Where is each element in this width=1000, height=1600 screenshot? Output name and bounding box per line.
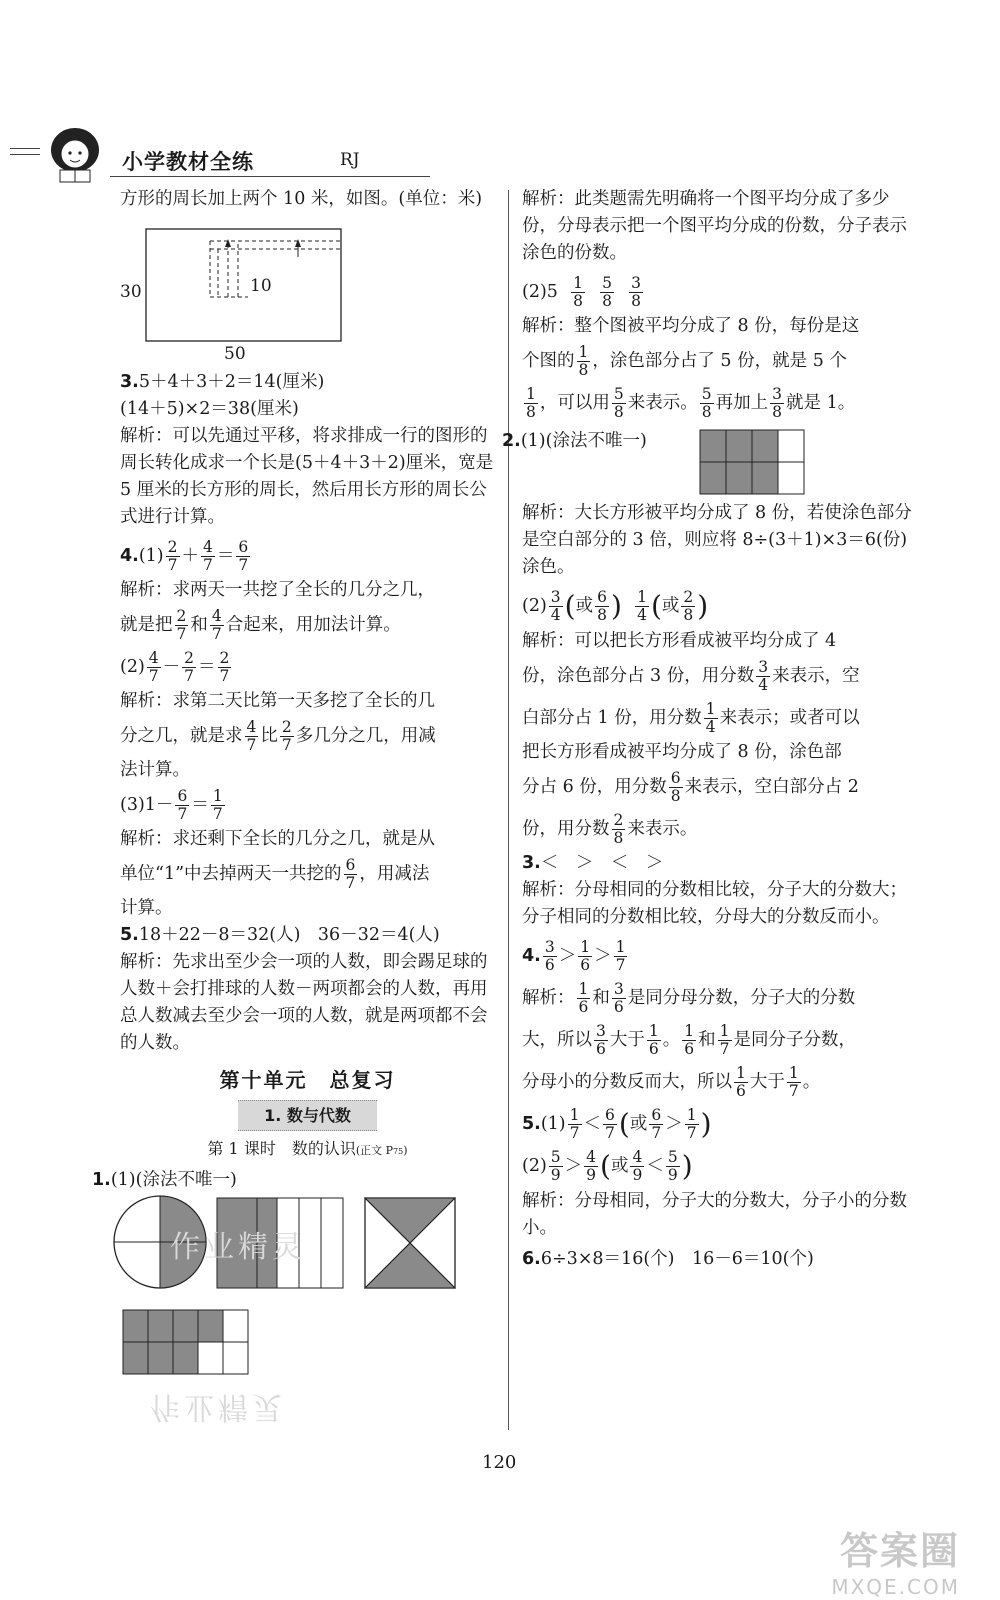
- q3-line2: (14＋5)×2＝38(厘米): [120, 399, 299, 419]
- q2-analysis2-l1: 解析：可以把长方形看成被平均分成了 4: [522, 630, 837, 651]
- header-rule-left: [10, 148, 40, 149]
- q4-analysis-l1: 解析： $\frac{1}{6}$ 和 $\frac{3}{6}$ 是同分母分数，分子大的分数: [522, 979, 856, 1016]
- page-number: 120: [482, 1452, 517, 1473]
- q5-analysis: 解析：先求出至少会一项的人数，即会踢足球的人数＋会打排球的人数－两项都会的人数，再用总人数减去至少会一项的人数，就是两项都不会的人数。: [120, 952, 488, 1053]
- q4-analysis-l3: 分母小的分数反而大，所以 $\frac{1}{6}$ 大于 $\frac{1}{7}$ 。: [522, 1063, 821, 1100]
- q4-analysis-l2: 大，所以 $\frac{3}{6}$ 大于 $\frac{1}{6}$ 。 $\frac{1}{6}$ 和 $\frac{1}{7}$ 是同分子分数，: [522, 1021, 856, 1058]
- q2-analysis2-l3: 白部分占 1 份，用分数 $\frac{1}{4}$ 来表示；或者可以: [522, 699, 860, 736]
- q2-analysis1: 解析：大长方形被平均分成了 8 份，若使涂色部分是空白部分的 3 倍，则应将 8÷(3＋1)×3＝6(份)涂色。: [522, 503, 912, 577]
- r-part2-analysis-l3: $\frac{1}{8}$ ，可以用 $\frac{5}{8}$ 来表示。 $\frac{5}{8}$ 再加上 $\frac{3}{8}$ 就是 1。: [526, 385, 856, 421]
- watermark: [831, 1520, 960, 1599]
- r-analysis-top: 解析：此类题需先明确将一个图平均分成了多少份，分母表示把一个图平均分成的份数，分子表示涂色的份数。: [522, 189, 907, 263]
- header-rule: [110, 176, 430, 177]
- q1-part1: 1.(1)(涂法不唯一): [92, 1170, 237, 1190]
- q2-analysis2-l4: 把长方形看成被平均分成了 8 份，涂色部: [522, 741, 842, 762]
- girl-reading-icon: [40, 120, 110, 190]
- q4-analysis2-l1: 解析：求第二天比第一天多挖了全长的几: [120, 691, 435, 711]
- q4-part2: (2) $\frac{4}{7}$ － $\frac{2}{7}$ ＝ $\frac{2}{7}$: [120, 649, 230, 685]
- label-50: 50: [224, 344, 246, 364]
- right-column: [502, 186, 922, 1273]
- perimeter-figure: [120, 217, 495, 367]
- faint-mark-bottom: 作业精灵: [150, 1389, 286, 1424]
- q4-analysis1-l1: 解析：求两天一共挖了全长的几分之几，: [120, 580, 435, 600]
- r-part2-analysis-l1: 解析：整个图被平均分成了 8 份，每份是这: [522, 316, 860, 336]
- r-part2: (2)5 $\frac{1}{8}$ $\frac{5}{8}$ $\frac{3}{8}$: [522, 274, 641, 310]
- watermark-title: 答案圈: [839, 1529, 960, 1573]
- q4-part3: (3)1－ $\frac{6}{7}$ ＝ $\frac{1}{7}$: [120, 787, 223, 823]
- watermark-url: MXQE.COM: [831, 1575, 960, 1599]
- q3-analysis: 解析：可以先通过平移，将求排成一行的图形的周长转化成求一个长是(5＋4＋3＋2)厘米，宽是 5 厘米的长方形的周长，然后用长方形的周长公式进行计算。: [120, 426, 494, 527]
- intro-text: 方形的周长加上两个 10 米，如图。(单位：米): [120, 189, 483, 209]
- q5-part1: 5.(1) $\frac{1}{7}$ ＜ $\frac{6}{7}$ (或 $\frac{6}{7}$ ＞ $\frac{1}{7}$ ): [522, 1105, 712, 1142]
- q5-part2: (2) $\frac{5}{9}$ ＞ $\frac{4}{9}$ (或 $\frac{4}{9}$ ＜ $\frac{5}{9}$ ): [522, 1148, 693, 1184]
- q4-analysis3-l1: 解析：求还剩下全长的几分之几，就是从: [120, 829, 435, 849]
- q5-line: 5.18＋22－8＝32(人) 36－32＝4(人): [120, 925, 440, 945]
- q2-part1: 2.(1)(涂法不唯一): [522, 428, 922, 500]
- q4-analysis3-l2: 单位“1”中去掉两天一共挖的 $\frac{6}{7}$ ，用减法: [120, 856, 430, 892]
- section-title: 1. 数与代数: [120, 1100, 495, 1131]
- q5-analysis-r: 解析：分母相同，分子大的分数大，分子小的分数小。: [522, 1190, 907, 1238]
- q6-answer: 6.6÷3×8＝16(个) 16－6＝10(个): [522, 1248, 814, 1269]
- q3-line1: 3.5＋4＋3＋2＝14(厘米): [120, 372, 325, 392]
- q2-analysis2-l5: 分占 6 份，用分数 $\frac{6}{8}$ 来表示，空白部分占 2: [522, 768, 859, 805]
- q4-analysis2-l3: 法计算。: [120, 760, 190, 780]
- r-part2-analysis-l2: 个图的 $\frac{1}{8}$ ，涂色部分占了 5 份，就是 5 个: [522, 343, 847, 379]
- q2-part2: (2) $\frac{3}{4}$ (或 $\frac{6}{8}$ ) $\frac{1}{4}$ (或 $\frac{2}{8}$ ): [522, 588, 709, 624]
- column-divider: [508, 190, 509, 1430]
- faint-mark-top: 作业精灵: [170, 1230, 306, 1265]
- label-10: 10: [250, 276, 272, 296]
- q4-part1: 4.(1) $\frac{2}{7}$ ＋ $\frac{4}{7}$ ＝ $\frac{6}{7}$: [120, 538, 249, 574]
- unit-title: 第十单元 总复习: [219, 1068, 396, 1092]
- q3-answer: 3.＜ ＞ ＜ ＞: [522, 852, 664, 873]
- header-rule-left-2: [10, 154, 40, 155]
- q4-analysis1-l2: 就是把 $\frac{2}{7}$ 和 $\frac{4}{7}$ 合起来，用加法计算。: [120, 607, 401, 643]
- q3-analysis-r: 解析：分母相同的分数相比较，分子大的分数大；分子相同的分数相比较，分母大的分数反而小。: [522, 879, 907, 927]
- q2-analysis2-l6: 份，用分数 $\frac{2}{8}$ 来表示。: [522, 810, 698, 847]
- q2-analysis2-l2: 份，涂色部分占 3 份，用分数 $\frac{3}{4}$ 来表示，空: [522, 657, 860, 694]
- label-30: 30: [120, 282, 142, 302]
- q4-answer: 4. $\frac{3}{6}$ ＞ $\frac{1}{6}$ ＞ $\frac{1}{7}$: [522, 937, 626, 974]
- book-title: 小学教材全练: [122, 150, 254, 174]
- edition-label: RJ: [340, 150, 360, 170]
- q4-analysis2-l2: 分之几，就是求 $\frac{4}{7}$ 比 $\frac{2}{7}$ 多几分之几，用减: [120, 718, 436, 754]
- q4-analysis3-l3: 计算。: [120, 898, 173, 918]
- lesson-title: 第 1 课时 数的认识(正文 P75): [207, 1139, 408, 1158]
